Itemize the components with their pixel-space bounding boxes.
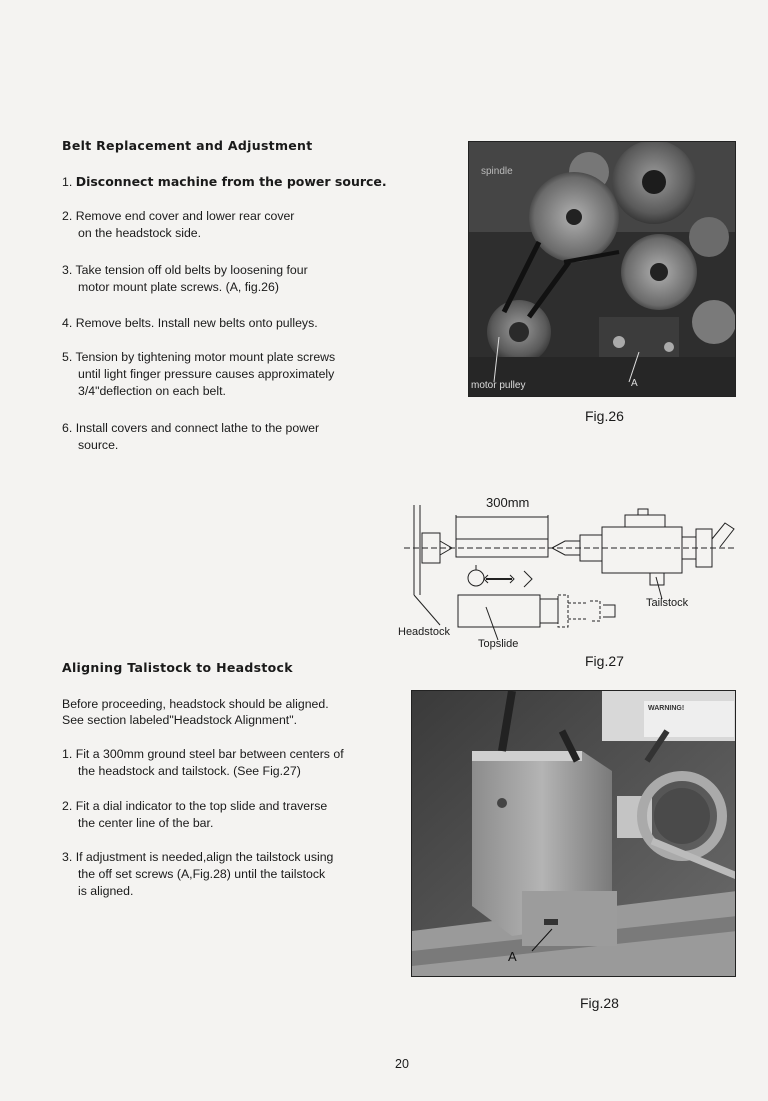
step-line: Remove belts. Install new belts onto pulleys. bbox=[75, 316, 318, 330]
step-line: Fit a dial indicator to the top slide and traverse bbox=[75, 799, 328, 813]
pulley-photo-illustration bbox=[469, 142, 736, 397]
step-line: is aligned. bbox=[78, 884, 134, 898]
step-line: 3/4"deflection on each belt. bbox=[78, 384, 226, 398]
headstock-label: Headstock bbox=[398, 626, 450, 638]
fig27-caption: Fig.27 bbox=[585, 653, 624, 669]
step-2 bbox=[62, 208, 422, 242]
step-line: the center line of the bar. bbox=[78, 816, 214, 830]
step-number: 1. bbox=[62, 175, 73, 189]
fig28-caption: Fig.28 bbox=[580, 995, 619, 1011]
intro-line: See section labeled"Headstock Alignment". bbox=[62, 713, 297, 727]
page-number: 20 bbox=[395, 1057, 409, 1071]
intro-line: Before proceeding, headstock should be aligned. bbox=[62, 697, 329, 711]
step-line: Remove end cover and lower rear cover bbox=[75, 209, 295, 223]
step-number: 6. bbox=[62, 421, 73, 435]
step-line: until light finger pressure causes approximately bbox=[78, 367, 335, 381]
step-line: Tension by tightening motor mount plate screws bbox=[75, 350, 336, 364]
step-line: the headstock and tailstock. (See Fig.27) bbox=[78, 764, 301, 778]
step-line: Install covers and connect lathe to the power bbox=[75, 421, 320, 435]
step-line: Fit a 300mm ground steel bar between centers of bbox=[75, 747, 344, 761]
step-number: 3. bbox=[62, 850, 73, 864]
step-line: Take tension off old belts by loosening four bbox=[75, 263, 308, 277]
align-step-2 bbox=[62, 798, 422, 832]
fig26-caption: Fig.26 bbox=[585, 408, 624, 424]
topslide-label: Topslide bbox=[478, 638, 519, 650]
section-heading-aligning-tailstock: Aligning Talistock to Headstock bbox=[62, 660, 293, 675]
step-number: 1. bbox=[62, 747, 73, 761]
a-label: A bbox=[631, 378, 638, 389]
fig27-diagram bbox=[400, 495, 746, 655]
step-number: 2. bbox=[62, 799, 73, 813]
tailstock-photo-illustration bbox=[412, 691, 736, 977]
align-step-3 bbox=[62, 849, 422, 900]
fig28-photo bbox=[411, 690, 736, 977]
section2-intro bbox=[62, 696, 422, 728]
step-line: the off set screws (A,Fig.28) until the tailstock bbox=[78, 867, 326, 881]
step-line: source. bbox=[78, 438, 119, 452]
step-1 bbox=[62, 173, 422, 191]
dimension-label: 300mm bbox=[486, 495, 530, 510]
step-line: motor mount plate screws. (A, fig.26) bbox=[78, 280, 279, 294]
step-number: 4. bbox=[62, 316, 73, 330]
section-heading-belt-replacement: Belt Replacement and Adjustment bbox=[62, 138, 313, 153]
step-5 bbox=[62, 349, 422, 400]
alignment-diagram bbox=[400, 495, 746, 655]
step-number: 3. bbox=[62, 263, 73, 277]
step-line: If adjustment is needed,align the tailstock using bbox=[75, 850, 334, 864]
step-line: on the headstock side. bbox=[78, 226, 202, 240]
step-6 bbox=[62, 420, 422, 454]
fig26-photo bbox=[468, 141, 736, 397]
motor-pulley-label: motor pulley bbox=[471, 380, 526, 391]
step-4 bbox=[62, 315, 422, 332]
spindle-label: spindle bbox=[481, 166, 513, 177]
a-label: A bbox=[508, 949, 517, 964]
align-step-1 bbox=[62, 746, 422, 780]
step-3 bbox=[62, 262, 422, 296]
step-text-bold: Disconnect machine from the power source. bbox=[75, 174, 387, 189]
warning-label: WARNING! bbox=[648, 705, 685, 712]
step-number: 5. bbox=[62, 350, 73, 364]
step-number: 2. bbox=[62, 209, 73, 223]
tailstock-label: Tailstock bbox=[646, 597, 689, 609]
